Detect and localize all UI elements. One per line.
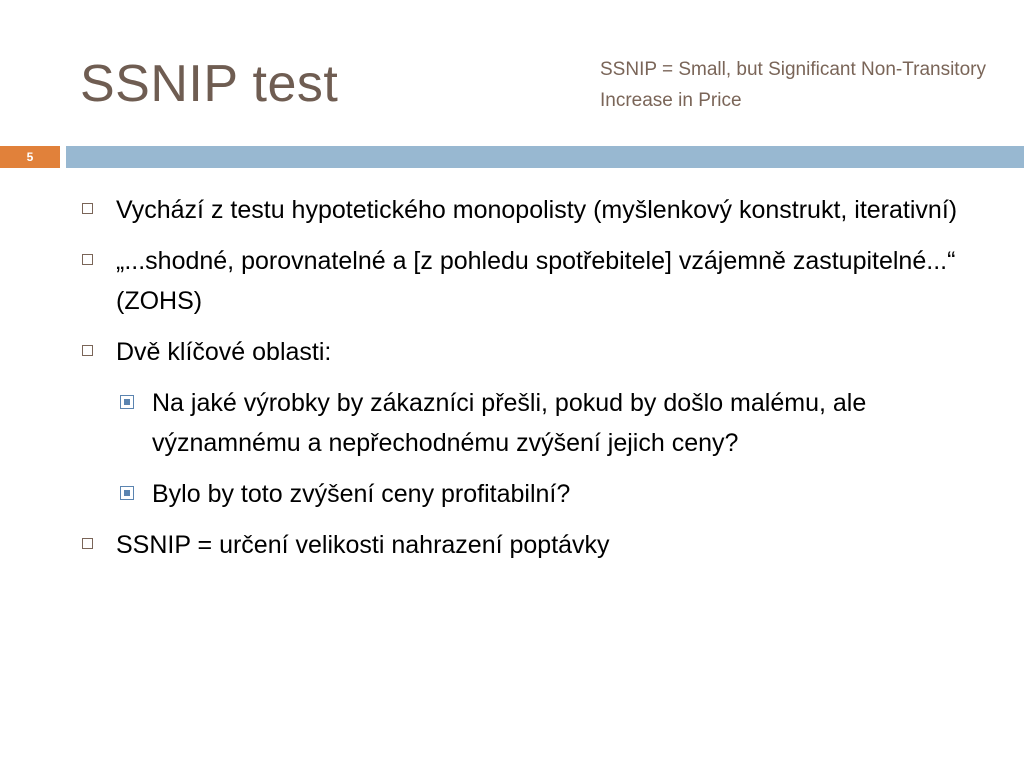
divider-strip — [66, 146, 1024, 168]
bullet-text: Vychází z testu hypotetického monopolisty (myšlenkový konstrukt, iterativní) — [116, 196, 958, 224]
bullet-item — [80, 190, 960, 230]
slide-title: SSNIP test — [80, 55, 339, 113]
sub-bullet-text: Bylo by toto zvýšení ceny profitabilní? — [152, 480, 571, 508]
filled-square-bullet-icon — [120, 486, 134, 500]
sub-bullet-item — [116, 383, 960, 463]
page-number: 5 — [0, 146, 60, 168]
bullet-item — [80, 332, 960, 372]
bullet-item — [80, 241, 960, 321]
bullet-text: „...shodné, porovnatelné a [z pohledu spotřebitele] vzájemně zastupitelné...“ (ZOHS) — [116, 247, 956, 315]
square-bullet-icon — [82, 345, 93, 356]
square-bullet-icon — [82, 254, 93, 265]
sub-bullet-text: Na jaké výrobky by zákazníci přešli, pokud by došlo malému, ale významnému a nepřechodnému zvýšení jejich ceny? — [152, 389, 867, 457]
slide-subtitle: SSNIP = Small, but Significant Non-Transitory Increase in Price — [600, 59, 986, 111]
divider-bar — [0, 146, 1024, 168]
sub-bullet-item — [116, 474, 960, 514]
square-bullet-icon — [82, 203, 93, 214]
bullet-text: SSNIP = určení velikosti nahrazení poptávky — [116, 531, 610, 559]
bullet-text: Dvě klíčové oblasti: — [116, 338, 332, 366]
slide-content — [80, 190, 960, 576]
bullet-item — [80, 525, 960, 565]
filled-square-bullet-icon — [120, 395, 134, 409]
square-bullet-icon — [82, 538, 93, 549]
